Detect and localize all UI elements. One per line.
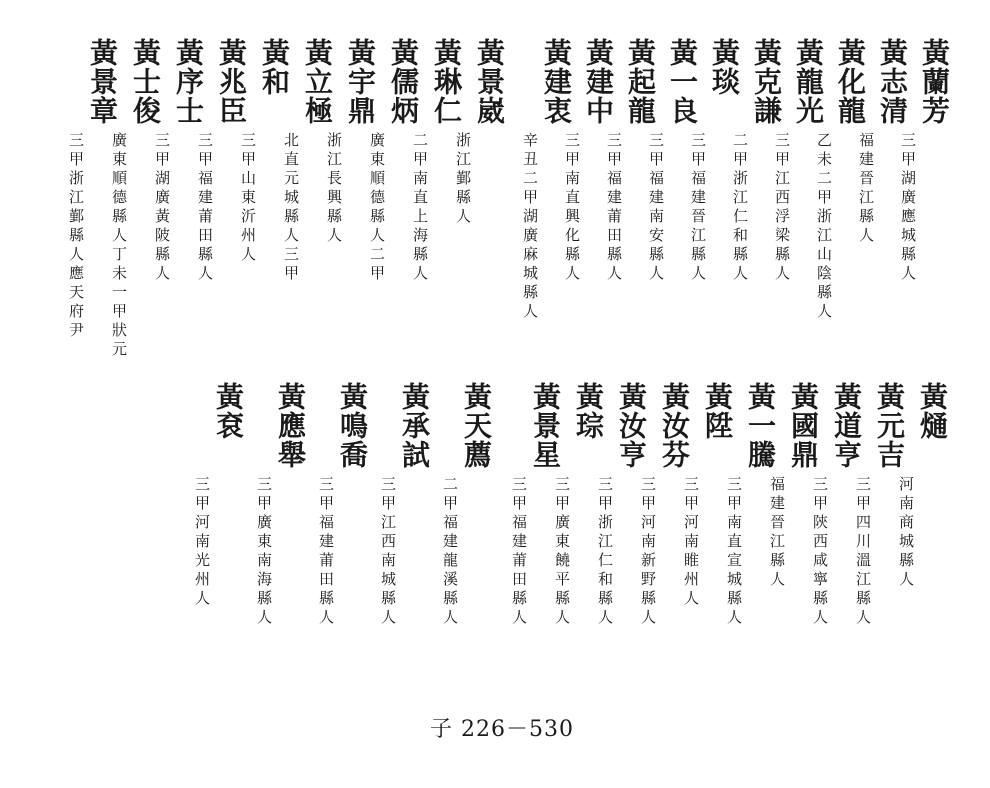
entry-name: 黃承試: [398, 382, 431, 469]
entry-info: 三甲福建莆田縣人: [510, 476, 528, 628]
roster-entry: [256, 382, 305, 628]
entry-info: 三甲山東沂州人: [239, 132, 257, 265]
entry-name: 黃應舉: [274, 382, 307, 469]
entry-info: 福建晉江縣人: [857, 132, 875, 246]
entry-name: 黃志清: [876, 38, 909, 125]
entry-name: 黃儒炳: [387, 38, 420, 125]
entry-info: 三甲四川溫江縣人: [854, 476, 872, 628]
entry-name: 黃景星: [529, 382, 562, 469]
entry-name: 黃國鼎: [787, 382, 820, 469]
entry-info: 三甲浙江仁和縣人: [596, 476, 614, 628]
roster-entry: [194, 382, 243, 609]
entry-info: 廣東順德縣人丁未一甲狀元: [110, 132, 128, 360]
roster-entry: [68, 38, 117, 341]
entry-name: 黃建中: [582, 38, 615, 125]
entry-name: 黃汝芬: [658, 382, 691, 469]
entry-info: 三甲廣東南海縣人: [255, 476, 273, 628]
roster-entry: [522, 38, 571, 322]
entry-info: 二甲浙江仁和縣人: [731, 132, 749, 284]
entry-name: 黃龍光: [792, 38, 825, 125]
roster-entry: [380, 382, 429, 628]
entry-info: 三甲江西南城縣人: [379, 476, 397, 628]
entry-name: 黃琰: [708, 38, 741, 96]
entry-info: 河南商城縣人: [897, 476, 915, 590]
entry-info: 三甲浙江鄞縣人應天府尹: [67, 132, 85, 341]
entry-info: 三甲南直興化縣人: [563, 132, 581, 284]
entry-info: 辛丑二甲湖廣麻城縣人: [521, 132, 539, 322]
entry-info: 三甲福建莆田縣人: [605, 132, 623, 284]
entry-info: 三甲河南睢州人: [682, 476, 700, 609]
entry-info: 乙未二甲浙江山陰縣人: [815, 132, 833, 322]
entry-name: 黃宇鼎: [344, 38, 377, 125]
entry-info: 三甲河南新野縣人: [639, 476, 657, 628]
entry-info: 二甲南直上海縣人: [411, 132, 429, 284]
entry-name: 黃和: [258, 38, 291, 96]
entry-info: 廣東順德縣人二甲: [368, 132, 386, 284]
entry-name: 黃兆臣: [215, 38, 248, 125]
entry-name: 黃道亨: [830, 382, 863, 469]
entry-info: 二甲福建龍溪縣人: [441, 476, 459, 628]
entry-name: 黃琮: [572, 382, 605, 440]
entry-info: 三甲福建晉江縣人: [689, 132, 707, 284]
entry-info: 浙江長興縣人: [325, 132, 343, 246]
roster-entry: [442, 382, 491, 628]
entry-name: 黃景崴: [473, 38, 506, 125]
entry-name: 黃元吉: [873, 382, 906, 469]
page-number: 子 226－530: [430, 717, 574, 742]
entry-name: 黃立極: [301, 38, 334, 125]
entry-info: 三甲湖廣黃陂縣人: [153, 132, 171, 284]
roster-entry: [318, 382, 367, 628]
entry-info: 三甲福建莆田縣人: [196, 132, 214, 284]
entry-name: 黃士俊: [129, 38, 162, 125]
entry-info: 浙江鄞縣人: [454, 132, 472, 227]
entry-info: 北直元城縣人三甲: [282, 132, 300, 284]
entry-name: 黃序士: [172, 38, 205, 125]
entry-name: 黃克謙: [750, 38, 783, 125]
entry-name: 黃建衷: [540, 38, 573, 125]
entry-name: 黃蘭芳: [918, 38, 951, 125]
entry-name: 黃汝亨: [615, 382, 648, 469]
entry-info: 三甲江西浮梁縣人: [773, 132, 791, 284]
entry-name: 黃鳴喬: [336, 382, 369, 469]
entry-name: 黃一良: [666, 38, 699, 125]
entry-name: 黃景章: [86, 38, 119, 125]
entry-info: 三甲廣東饒平縣人: [553, 476, 571, 628]
entry-info: 三甲河南光州人: [193, 476, 211, 609]
entry-name: 黃起龍: [624, 38, 657, 125]
entry-info: 三甲南直宣城縣人: [725, 476, 743, 628]
entry-name: 黃熥: [916, 382, 949, 440]
entry-info: 三甲陝西咸寧縣人: [811, 476, 829, 628]
entry-name: 黃天薦: [460, 382, 493, 469]
roster-entry: [511, 382, 560, 628]
entry-info: 福建晉江縣人: [768, 476, 786, 590]
entry-name: 黃琳仁: [430, 38, 463, 125]
entry-name: 黃袞: [212, 382, 245, 440]
entry-info: 三甲湖廣應城縣人: [899, 132, 917, 284]
entry-name: 黃一騰: [744, 382, 777, 469]
entry-name: 黃化龍: [834, 38, 867, 125]
entry-info: 三甲福建莆田縣人: [317, 476, 335, 628]
entry-name: 黃陞: [701, 382, 734, 440]
entry-info: 三甲福建南安縣人: [647, 132, 665, 284]
